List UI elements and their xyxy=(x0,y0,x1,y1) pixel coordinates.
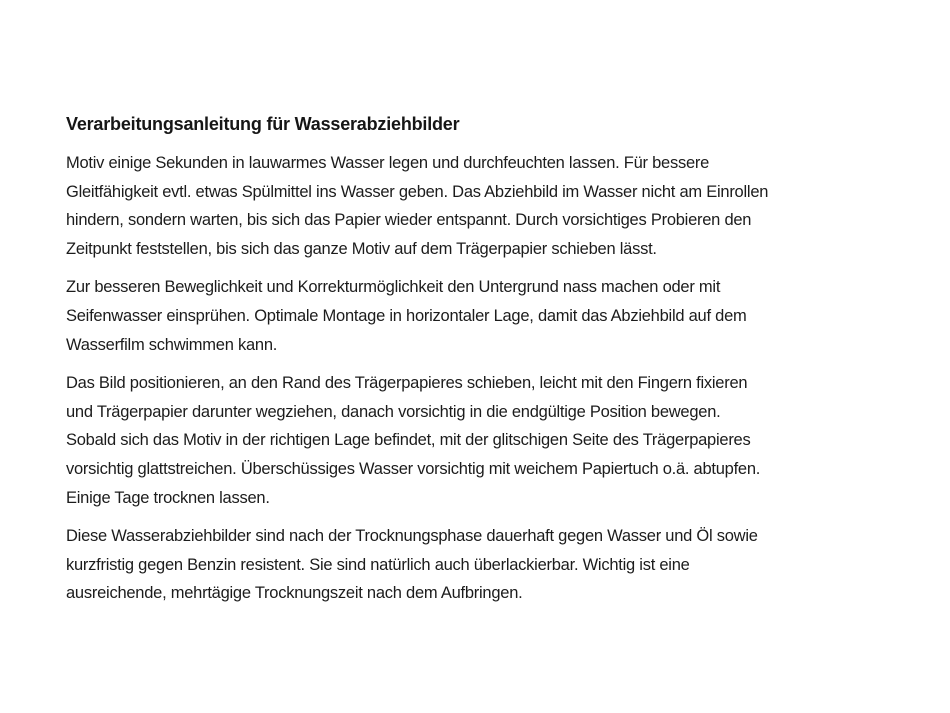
paragraph-line: Zeitpunkt feststellen, bis sich das ganze Motiv auf dem Trägerpapier schieben lässt. xyxy=(66,239,657,258)
paragraph xyxy=(66,522,896,608)
document-title: Verarbeitungsanleitung für Wasserabziehbilder xyxy=(66,114,460,134)
paragraph-line: Sobald sich das Motiv in der richtigen Lage befindet, mit der glitschigen Seite des Trägerpapieres xyxy=(66,431,751,450)
paragraph-line: Gleitfähigkeit evtl. etwas Spülmittel ins Wasser geben. Das Abziehbild im Wasser nicht am Einrollen xyxy=(66,182,769,201)
paragraph-line: Diese Wasserabziehbilder sind nach der Trocknungsphase dauerhaft gegen Wasser und Öl sowie xyxy=(66,527,758,546)
paragraph xyxy=(66,369,896,512)
document-body xyxy=(66,149,896,608)
paragraph-line: kurzfristig gegen Benzin resistent. Sie sind natürlich auch überlackierbar. Wichtig ist eine xyxy=(66,555,690,574)
paragraph-line: Einige Tage trocknen lassen. xyxy=(66,488,270,507)
paragraph-line: Motiv einige Sekunden in lauwarmes Wasser legen und durchfeuchten lassen. Für bessere xyxy=(66,154,710,172)
paragraph xyxy=(66,273,896,359)
paragraph-line: ausreichende, mehrtägige Trocknungszeit nach dem Aufbringen. xyxy=(66,584,523,603)
paragraph-line: vorsichtig glattstreichen. Überschüssiges Wasser vorsichtig mit weichem Papiertuch o.ä. abtupfen. xyxy=(66,459,761,478)
paragraph-line: hindern, sondern warten, bis sich das Papier wieder entspannt. Durch vorsichtiges Probieren den xyxy=(66,211,752,230)
document-content xyxy=(66,110,896,608)
paragraph-line: und Trägerpapier darunter wegziehen, danach vorsichtig in die endgültige Position bewegen. xyxy=(66,402,721,421)
paragraph-line: Zur besseren Beweglichkeit und Korrekturmöglichkeit den Untergrund nass machen oder mit xyxy=(66,278,721,297)
paragraph xyxy=(66,149,896,263)
paragraph-line: Wasserfilm schwimmen kann. xyxy=(66,335,278,354)
paragraph-line: Seifenwasser einsprühen. Optimale Montage in horizontaler Lage, damit das Abziehbild auf dem xyxy=(66,306,747,325)
paragraph-line: Das Bild positionieren, an den Rand des Trägerpapieres schieben, leicht mit den Fingern fixieren xyxy=(66,374,748,393)
